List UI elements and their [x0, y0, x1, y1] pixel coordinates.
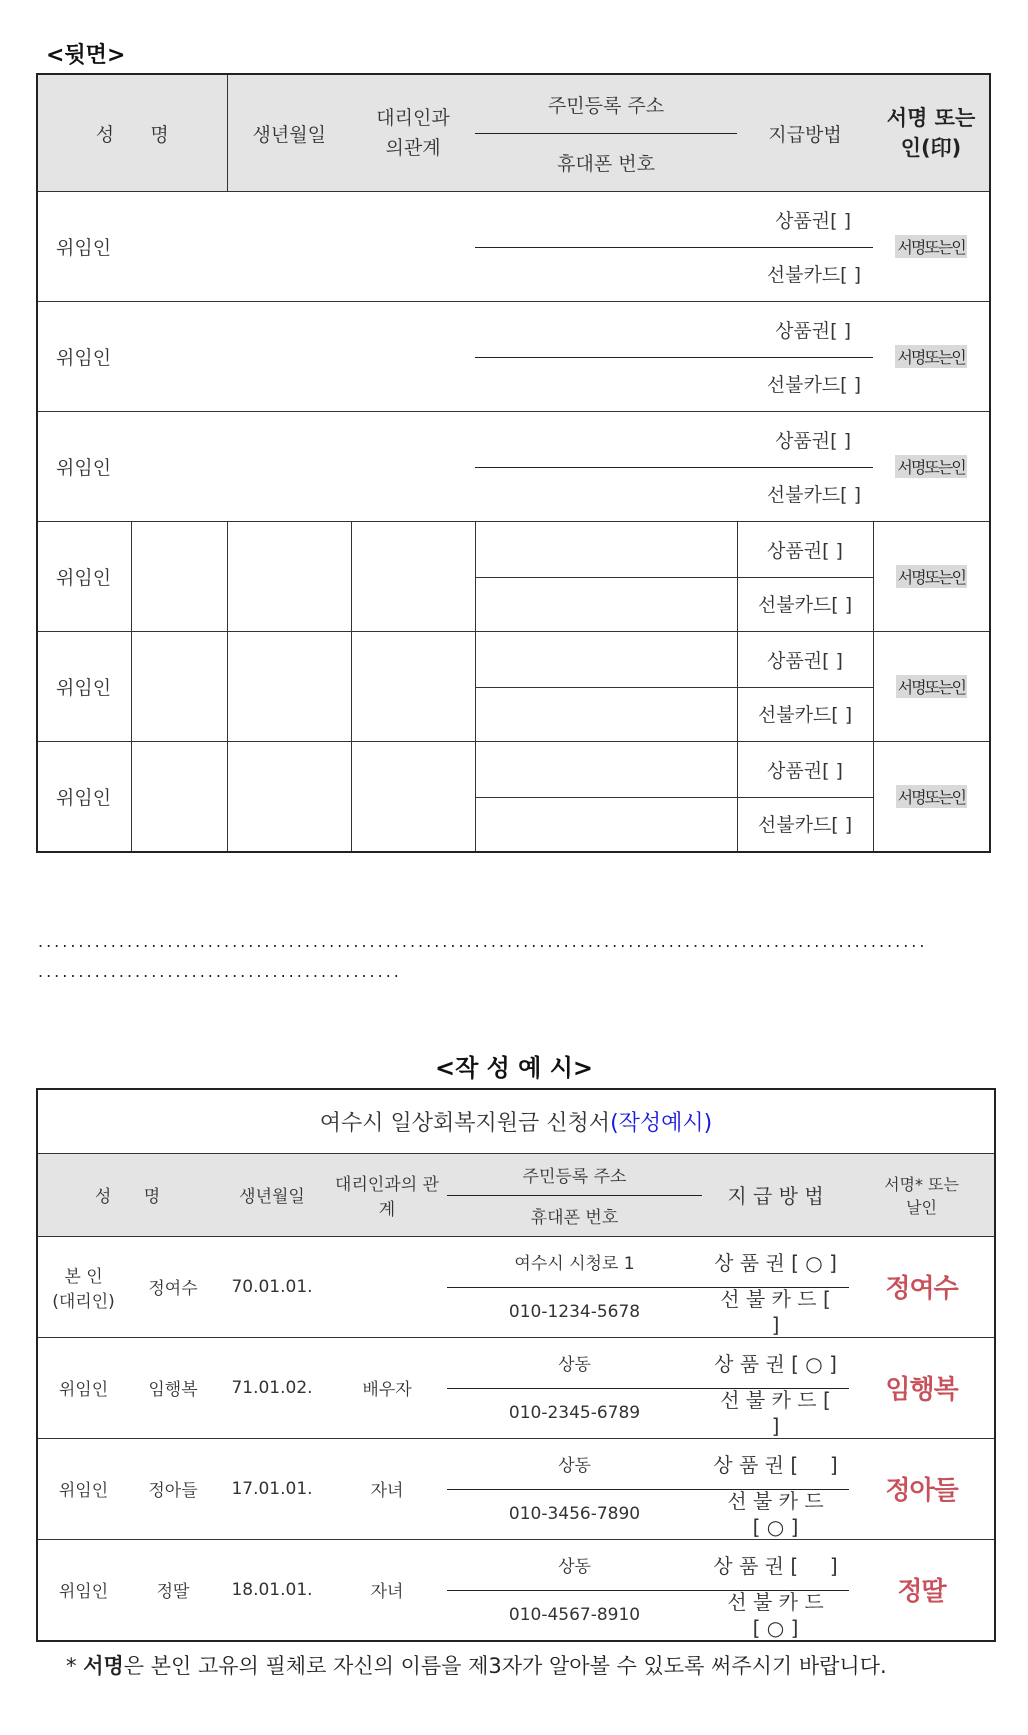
address-cell[interactable]: [476, 522, 737, 577]
header-address: 주민등록 주소: [547, 94, 665, 117]
name-cell: 임행복: [129, 1337, 217, 1438]
row-label: 위임인: [37, 1337, 129, 1438]
address-cell[interactable]: [476, 632, 737, 687]
dotted-separator: ..............................................................................................................: [38, 932, 928, 951]
pay-card[interactable]: 선불카드[ ]: [766, 374, 862, 397]
relation-cell[interactable]: [351, 742, 475, 853]
pay-voucher[interactable]: 상품권[ ]: [767, 539, 843, 562]
phone-cell[interactable]: [476, 797, 737, 852]
pay-voucher: 상 품 권 [ ]: [713, 1554, 838, 1578]
pay-card[interactable]: 선불카드[ ]: [757, 814, 853, 837]
signature: 임행복: [885, 1375, 958, 1405]
example-table: [36, 1088, 996, 1642]
address-cell: 상동: [558, 1355, 591, 1375]
pay-card: 선 불 카 드 [ ]: [720, 1286, 831, 1337]
address-cell: 여수시 시청로 1: [514, 1254, 635, 1274]
signature: 정아들: [885, 1476, 958, 1506]
signature-field[interactable]: 서명또는인: [895, 455, 966, 478]
header-name: 성 명: [37, 74, 227, 192]
header-birth: 생년월일: [227, 74, 351, 192]
header-phone: 휴대폰 번호: [557, 152, 655, 175]
header-phone: 휴대폰 번호: [530, 1207, 619, 1228]
birth-cell: 17.01.01.: [217, 1438, 327, 1539]
pay-card[interactable]: 선불카드[ ]: [766, 264, 862, 287]
back-side-title: <뒷면>: [46, 43, 126, 68]
address-cell[interactable]: [476, 742, 737, 797]
row-blank[interactable]: [131, 302, 475, 412]
example-title: <작 성 예 시>: [434, 1054, 594, 1082]
name-cell[interactable]: [131, 522, 227, 632]
row-label: 위임인: [37, 412, 131, 522]
pay-voucher[interactable]: 상품권[ ]: [767, 649, 843, 672]
table-row: [37, 1539, 995, 1641]
footnote-prefix: *: [66, 1654, 84, 1678]
header-address-phone: [475, 74, 737, 192]
birth-cell[interactable]: [227, 742, 351, 853]
pay-card[interactable]: 선불카드[ ]: [757, 704, 853, 727]
pay-card: 선 불 카 드 [ ]: [720, 1387, 831, 1438]
pay-voucher[interactable]: 상품권[ ]: [767, 759, 843, 782]
header-name: 성 명: [37, 1153, 217, 1236]
signature: 정여수: [885, 1274, 958, 1304]
header-address: 주민등록 주소: [522, 1166, 627, 1187]
signature-field[interactable]: 서명또는인: [895, 235, 966, 258]
phone-cell: 010-3456-7890: [508, 1503, 641, 1524]
name-cell: 정아들: [129, 1438, 217, 1539]
signature-field[interactable]: 서명또는인: [895, 345, 966, 368]
row-label: 위임인: [37, 632, 131, 742]
birth-cell[interactable]: [227, 522, 351, 632]
pay-voucher[interactable]: 상품권[ ]: [775, 429, 852, 452]
relation-cell[interactable]: [351, 632, 475, 742]
relation-cell: 자녀: [327, 1438, 447, 1539]
pay-voucher: 상 품 권 [ ○ ]: [714, 1251, 837, 1275]
caption-text: 여수시 일상회복지원금 신청서: [319, 1110, 611, 1136]
phone-cell: 010-4567-8910: [508, 1604, 641, 1625]
row-label: 위임인: [37, 1438, 129, 1539]
name-cell[interactable]: [131, 632, 227, 742]
phone-cell: 010-1234-5678: [508, 1301, 641, 1322]
footnote-text: 은 본인 고유의 필체로 자신의 이름을 제3자가 알아볼 수 있도록 써주시기 바랍니다.: [123, 1654, 887, 1678]
relation-cell[interactable]: [351, 522, 475, 632]
table-row: [37, 1438, 995, 1539]
row-label: 위임인: [37, 522, 131, 632]
row-label: 위임인: [37, 192, 131, 302]
phone-cell: 010-2345-6789: [508, 1402, 641, 1423]
table-row: [37, 632, 990, 742]
header-signature: 서명* 또는 날인: [849, 1153, 995, 1236]
table-row: [37, 412, 990, 522]
birth-cell: 71.01.02.: [217, 1337, 327, 1438]
birth-cell[interactable]: [227, 632, 351, 742]
signature-field[interactable]: 서명또는인: [896, 785, 967, 808]
birth-cell: 70.01.01.: [217, 1236, 327, 1337]
address-cell: 상동: [558, 1456, 591, 1476]
pay-voucher[interactable]: 상품권[ ]: [775, 209, 852, 232]
table-row: [37, 742, 990, 853]
table-row: [37, 1236, 995, 1337]
header-payment: 지 급 방 법: [702, 1153, 849, 1236]
header-relation: 대리인과 의관계: [351, 74, 475, 192]
proxy-table: [36, 73, 991, 853]
birth-cell: 18.01.01.: [217, 1539, 327, 1641]
header-relation: 대리인과의 관계: [327, 1153, 447, 1236]
table-row: [37, 1337, 995, 1438]
pay-voucher: 상 품 권 [ ○ ]: [714, 1352, 837, 1376]
name-cell: 정여수: [129, 1236, 217, 1337]
header-birth: 생년월일: [217, 1153, 327, 1236]
signature-field[interactable]: 서명또는인: [896, 675, 967, 698]
row-label: 위임인: [37, 1539, 129, 1641]
phone-cell[interactable]: [476, 687, 737, 742]
footnote-bold: 서명: [83, 1654, 124, 1678]
relation-cell: 배우자: [327, 1337, 447, 1438]
row-label: 본 인 (대리인): [37, 1236, 129, 1337]
relation-cell: 자녀: [327, 1539, 447, 1641]
header-payment: 지급방법: [737, 74, 873, 192]
row-label: 위임인: [37, 742, 131, 853]
address-cell: 상동: [558, 1557, 591, 1577]
phone-cell[interactable]: [476, 577, 737, 632]
caption-suffix: (작성예시): [610, 1110, 713, 1136]
header-address-phone: [447, 1153, 702, 1236]
pay-card: 선 불 카 드 [ ○ ]: [727, 1488, 824, 1539]
form-caption: [37, 1089, 995, 1153]
pay-card[interactable]: 선불카드[ ]: [766, 484, 862, 507]
pay-voucher: 상 품 권 [ ]: [713, 1453, 838, 1477]
table-row: [37, 192, 990, 302]
table-row: [37, 522, 990, 632]
footnote: [66, 1648, 1016, 1684]
signature: 정딸: [897, 1577, 946, 1607]
name-cell: 정딸: [129, 1539, 217, 1641]
row-blank[interactable]: [131, 192, 475, 302]
pay-card[interactable]: 선불카드[ ]: [757, 594, 853, 617]
row-blank[interactable]: [131, 412, 475, 522]
pay-card: 선 불 카 드 [ ○ ]: [727, 1589, 824, 1640]
signature-field[interactable]: 서명또는인: [896, 565, 967, 588]
name-cell[interactable]: [131, 742, 227, 853]
dotted-separator-2: .............................................: [38, 962, 402, 981]
row-label: 위임인: [37, 302, 131, 412]
header-signature: 서명 또는 인(印): [873, 74, 990, 192]
relation-cell: [327, 1236, 447, 1337]
table-row: [37, 302, 990, 412]
pay-voucher[interactable]: 상품권[ ]: [775, 319, 852, 342]
